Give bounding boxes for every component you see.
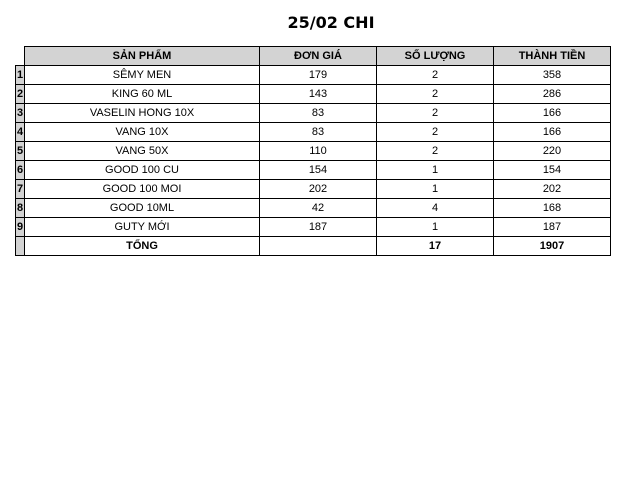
cell-product: VASELIN HONG 10X (25, 104, 260, 123)
cell-price: 154 (260, 161, 377, 180)
cell-price: 143 (260, 85, 377, 104)
row-number: 8 (16, 199, 25, 218)
header-price: ĐƠN GIÁ (260, 47, 377, 66)
cell-price: 179 (260, 66, 377, 85)
row-number: 6 (16, 161, 25, 180)
row-number: 2 (16, 85, 25, 104)
cell-product: KING 60 ML (25, 85, 260, 104)
header-row (16, 47, 611, 66)
cell-product: SÊMY MEN (25, 66, 260, 85)
total-quantity: 17 (377, 237, 494, 256)
table-row (16, 161, 611, 180)
cell-price: 187 (260, 218, 377, 237)
cell-product: VANG 50X (25, 142, 260, 161)
cell-amount: 286 (494, 85, 611, 104)
total-amount: 1907 (494, 237, 611, 256)
header-product: SẢN PHẨM (25, 47, 260, 66)
row-number: 5 (16, 142, 25, 161)
cell-quantity: 1 (377, 218, 494, 237)
corner-cell (16, 47, 25, 66)
invoice-table (15, 46, 611, 256)
cell-price: 83 (260, 104, 377, 123)
row-number: 4 (16, 123, 25, 142)
header-amount: THÀNH TIỀN (494, 47, 611, 66)
cell-amount: 187 (494, 218, 611, 237)
row-number: 3 (16, 104, 25, 123)
row-number-blank (16, 237, 25, 256)
cell-price: 110 (260, 142, 377, 161)
total-label: TỔNG (25, 237, 260, 256)
table-row (16, 123, 611, 142)
table-row (16, 66, 611, 85)
cell-amount: 168 (494, 199, 611, 218)
page-title: 25/02 CHI (287, 13, 375, 32)
cell-amount: 202 (494, 180, 611, 199)
cell-price: 83 (260, 123, 377, 142)
table-row (16, 104, 611, 123)
cell-quantity: 2 (377, 66, 494, 85)
row-number: 7 (16, 180, 25, 199)
header-quantity: SỐ LƯỢNG (377, 47, 494, 66)
cell-product: GUTY MỚI (25, 218, 260, 237)
cell-quantity: 2 (377, 142, 494, 161)
table-row (16, 85, 611, 104)
cell-quantity: 1 (377, 180, 494, 199)
cell-quantity: 1 (377, 161, 494, 180)
cell-product: GOOD 10ML (25, 199, 260, 218)
table-row (16, 199, 611, 218)
table-row (16, 180, 611, 199)
cell-price: 202 (260, 180, 377, 199)
row-number: 1 (16, 66, 25, 85)
total-row (16, 237, 611, 256)
cell-amount: 166 (494, 123, 611, 142)
total-price (260, 237, 377, 256)
cell-amount: 358 (494, 66, 611, 85)
cell-amount: 166 (494, 104, 611, 123)
cell-quantity: 2 (377, 123, 494, 142)
cell-product: GOOD 100 MOI (25, 180, 260, 199)
cell-price: 42 (260, 199, 377, 218)
cell-quantity: 2 (377, 104, 494, 123)
cell-quantity: 4 (377, 199, 494, 218)
cell-product: GOOD 100 CU (25, 161, 260, 180)
row-number: 9 (16, 218, 25, 237)
cell-quantity: 2 (377, 85, 494, 104)
cell-amount: 154 (494, 161, 611, 180)
cell-amount: 220 (494, 142, 611, 161)
cell-product: VANG 10X (25, 123, 260, 142)
table-row (16, 142, 611, 161)
table-row (16, 218, 611, 237)
